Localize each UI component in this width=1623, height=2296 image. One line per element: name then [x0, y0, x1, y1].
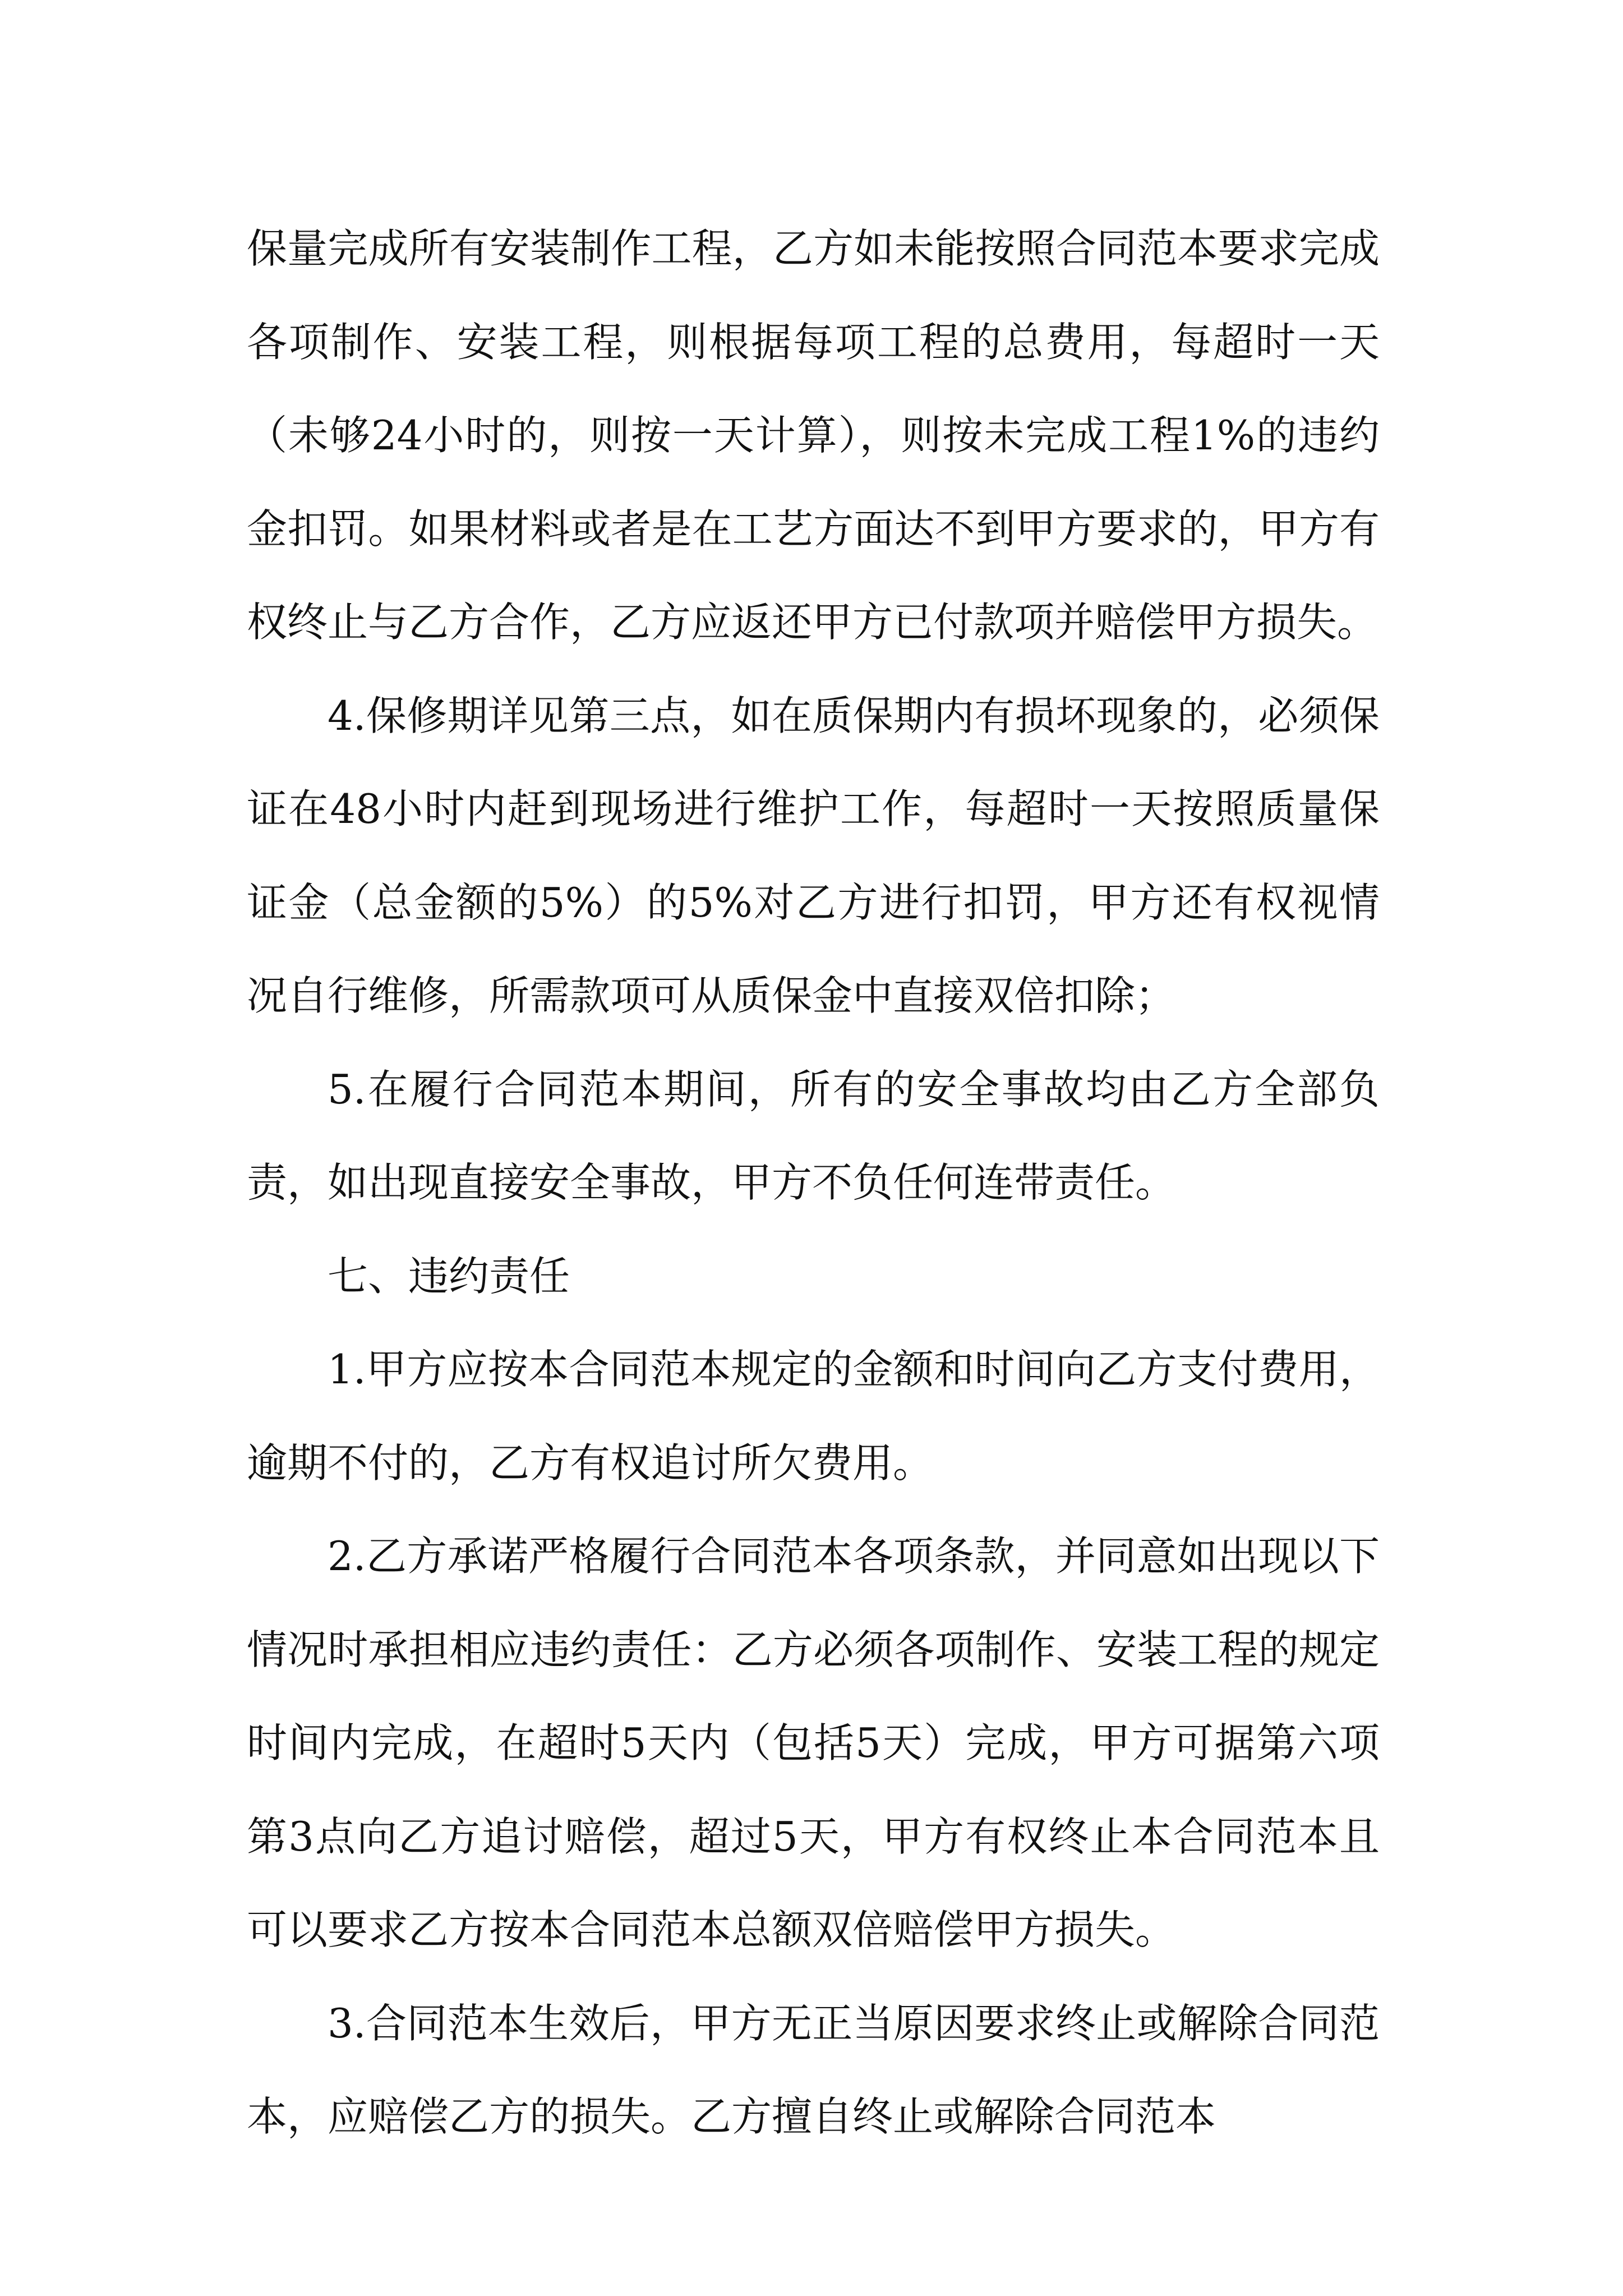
paragraph-clause-4: 4.保修期详见第三点，如在质保期内有损坏现象的，必须保证在48小时内赶到现场进行维护工作，每超时一天按照质量保证金（总金额的5%）的5%对乙方进行扣罚，甲方还有权视情况自行维修，所需款项可从质保金中直接双倍扣除； — [247, 692, 1380, 1019]
paragraph-breach-2: 2.乙方承诺严格履行合同范本各项条款，并同意如出现以下情况时承担相应违约责任：乙方必须各项制作、安装工程的规定时间内完成，在超时5天内（包括5天）完成，甲方可据第六项第3点向乙方追讨赔偿，超过5天，甲方有权终止本合同范本且可以要求乙方按本合同范本总额双倍赔偿甲方损失。 — [247, 1533, 1380, 1953]
paragraph-clause-5: 5.在履行合同范本期间，所有的安全事故均由乙方全部负责，如出现直接安全事故，甲方不负任何连带责任。 — [247, 1065, 1380, 1206]
paragraph-breach-1: 1.甲方应按本合同范本规定的金额和时间向乙方支付费用，逾期不付的，乙方有权追讨所欠费用。 — [247, 1346, 1380, 1487]
paragraph-breach-3: 3.合同范本生效后，甲方无正当原因要求终止或解除合同范本，应赔偿乙方的损失。乙方擅自终止或解除合同范本 — [247, 1999, 1380, 2140]
section-heading-breach: 七、违约责任 — [328, 1252, 570, 1300]
paragraph-continuation: 保量完成所有安装制作工程，乙方如未能按照合同范本要求完成各项制作、安装工程，则根据每项工程的总费用，每超时一天（未够24小时的，则按一天计算），则按未完成工程1%的违约金扣罚。如果材料或者是在工艺方面达不到甲方要求的，甲方有权终止与乙方合作，乙方应返还甲方已付款项并赔偿甲方损失。 — [247, 225, 1380, 646]
document-page — [247, 202, 1380, 2164]
